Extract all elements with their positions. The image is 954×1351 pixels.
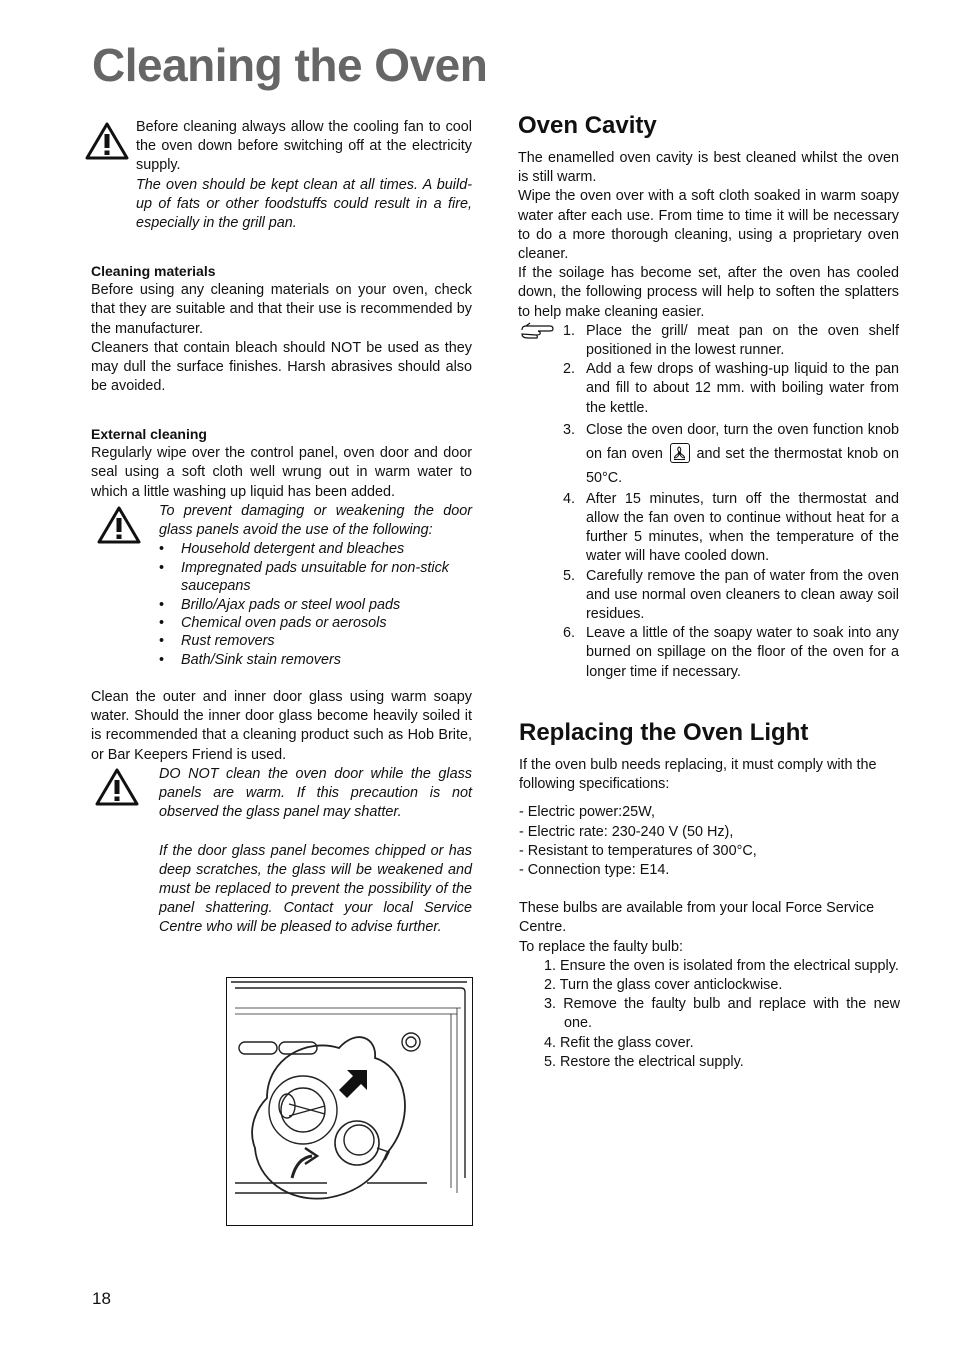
list-item: • Household detergent and bleaches: [159, 540, 472, 558]
step-number: 6.: [563, 625, 576, 642]
oven-cavity-section: [518, 149, 899, 682]
page-title: Cleaning the Oven: [92, 39, 488, 91]
cavity-steps-list: [518, 322, 899, 682]
glass-warning-text: DO NOT clean the oven door while the glass panels are warm. If this precaution is not observed the glass panel may shatter.: [159, 766, 472, 821]
step-text: Leave a little of the soapy water to soak into any burned on spillage on the floor of the oven for a longer time if necessary.: [586, 625, 899, 680]
list-item: [518, 322, 899, 360]
light-para-2: These bulbs are available from your local Force Service Centre.: [519, 900, 875, 936]
spec-item: - Connection type: E14.: [519, 862, 670, 879]
oven-cavity-heading: Oven Cavity: [518, 112, 657, 139]
external-warning-text: To prevent damaging or weakening the door glass panels avoid the use of the following:: [159, 503, 472, 539]
step-number: 4.: [563, 490, 576, 507]
list-item: 1. Ensure the oven is isolated from the electrical supply.: [544, 957, 899, 974]
step-number: 1.: [563, 322, 576, 339]
bulb-steps-list: [519, 957, 900, 1072]
materials-para-2: Cleaners that contain bleach should NOT be used as they may dull the surface finishes. Harsh abrasives should also be avoided.: [91, 339, 472, 395]
step-text: Carefully remove the pan of water from the oven and use normal oven cleaners to clean away soil residues.: [586, 567, 899, 623]
list-item: [518, 624, 899, 682]
cavity-para-2: Wipe the oven over with a soft cloth soaked in warm soapy water after each use. From time to time it will be necessary to do a more thorough cleaning, using a proprietary oven cleaner.: [518, 188, 899, 263]
external-heading: External cleaning: [91, 426, 207, 442]
step-text: Place the grill/ meat pan on the oven shelf positioned in the lowest runner.: [586, 322, 899, 359]
step-number: 3.: [563, 421, 576, 438]
list-item: 3. Remove the faulty bulb and replace with the new one.: [544, 996, 900, 1032]
external-warning-block: [159, 502, 472, 669]
list-item: [518, 360, 899, 418]
glass-chipped-text: If the door glass panel becomes chipped or has deep scratches, the glass will be weakened and must be replaced to prevent the possibility of the panel shattering. Contact your local Service Centre who will be pleased to advise further.: [159, 842, 472, 936]
glass-cleaning-text-block: [91, 688, 472, 765]
pointing-hand-icon: [520, 322, 554, 340]
list-item: [518, 490, 899, 567]
intro-text: Before cleaning always allow the cooling fan to cool the oven down before switching off at the electricity supply.: [136, 119, 472, 174]
materials-heading: Cleaning materials: [91, 263, 216, 279]
list-item: [518, 418, 899, 490]
list-item: 5. Restore the electrical supply.: [544, 1053, 744, 1070]
external-section: [91, 425, 472, 502]
list-item: • Chemical oven pads or aerosols: [159, 614, 472, 632]
light-para-3: To replace the faulty bulb:: [519, 938, 683, 955]
avoid-list: [159, 540, 472, 669]
spec-item: - Electric rate: 230-240 V (50 Hz),: [519, 823, 734, 840]
spec-item: - Resistant to temperatures of 300°C,: [519, 842, 757, 859]
step-text: After 15 minutes, turn off the thermostat and allow the fan oven to continue without heat for a further 5 minutes, when the temperature of the water will have cooled down.: [586, 490, 899, 565]
warning-triangle-icon: [84, 121, 130, 161]
list-item: 4. Refit the glass cover.: [544, 1034, 694, 1051]
glass-cleaning-para: Clean the outer and inner door glass using warm soapy water. Should the inner door glass become heavily soiled it is recommended that a cleaning product such as Hob Brite, or Bar Keepers Friend is used.: [91, 689, 472, 763]
fan-oven-icon: [670, 443, 690, 463]
list-item: • Brillo/Ajax pads or steel wool pads: [159, 596, 472, 614]
light-para-1: If the oven bulb needs replacing, it must comply with the following specifications:: [519, 757, 877, 793]
intro-italic-text: The oven should be kept clean at all times. A build-up of fats or other foodstuffs could result in a fire, especially in the grill pan.: [136, 176, 472, 232]
external-para-1: Regularly wipe over the control panel, oven door and door seal using a soft cloth well wrung out in warm water to which a little washing up liquid has been added.: [91, 445, 472, 500]
step-number: 2.: [563, 361, 576, 378]
oven-light-heading: Replacing the Oven Light: [519, 719, 809, 746]
step-text: Add a few drops of washing-up liquid to the pan and fill to about 12 mm. with boiling water from the kettle.: [586, 361, 899, 416]
step-text: Close the oven door, turn the oven function knob on fan oven: [586, 421, 899, 462]
oven-light-drawing: [227, 978, 471, 1224]
list-item: • Bath/Sink stain removers: [159, 651, 472, 669]
warning-triangle-icon: [96, 505, 142, 545]
cavity-para-1: The enamelled oven cavity is best cleaned whilst the oven is still warm.: [518, 150, 899, 186]
cavity-para-3: If the soilage has become set, after the oven has cooled down, the following process will help to soften the splatters to help make cleaning easier.: [518, 265, 899, 320]
materials-section: [91, 262, 472, 396]
warning-triangle-icon: [94, 767, 140, 807]
oven-light-section: [519, 756, 900, 1072]
spec-item: - Electric power:25W,: [519, 804, 655, 821]
materials-para-1: Before using any cleaning materials on your oven, check that they are suitable and that their use is recommended by the manufacturer.: [91, 282, 472, 337]
page-number: 18: [92, 1289, 111, 1308]
list-item: 2. Turn the glass cover anticlockwise.: [544, 977, 783, 994]
list-item: • Rust removers: [159, 632, 472, 650]
oven-light-illustration: [226, 977, 473, 1226]
step-text: and set the thermostat knob on 50°C.: [586, 445, 900, 486]
list-item: • Impregnated pads unsuitable for non-stick saucepans: [159, 559, 472, 596]
list-item: [518, 567, 899, 625]
step-number: 5.: [563, 567, 576, 584]
glass-warning-block: [159, 765, 472, 938]
intro-block: [136, 118, 472, 233]
